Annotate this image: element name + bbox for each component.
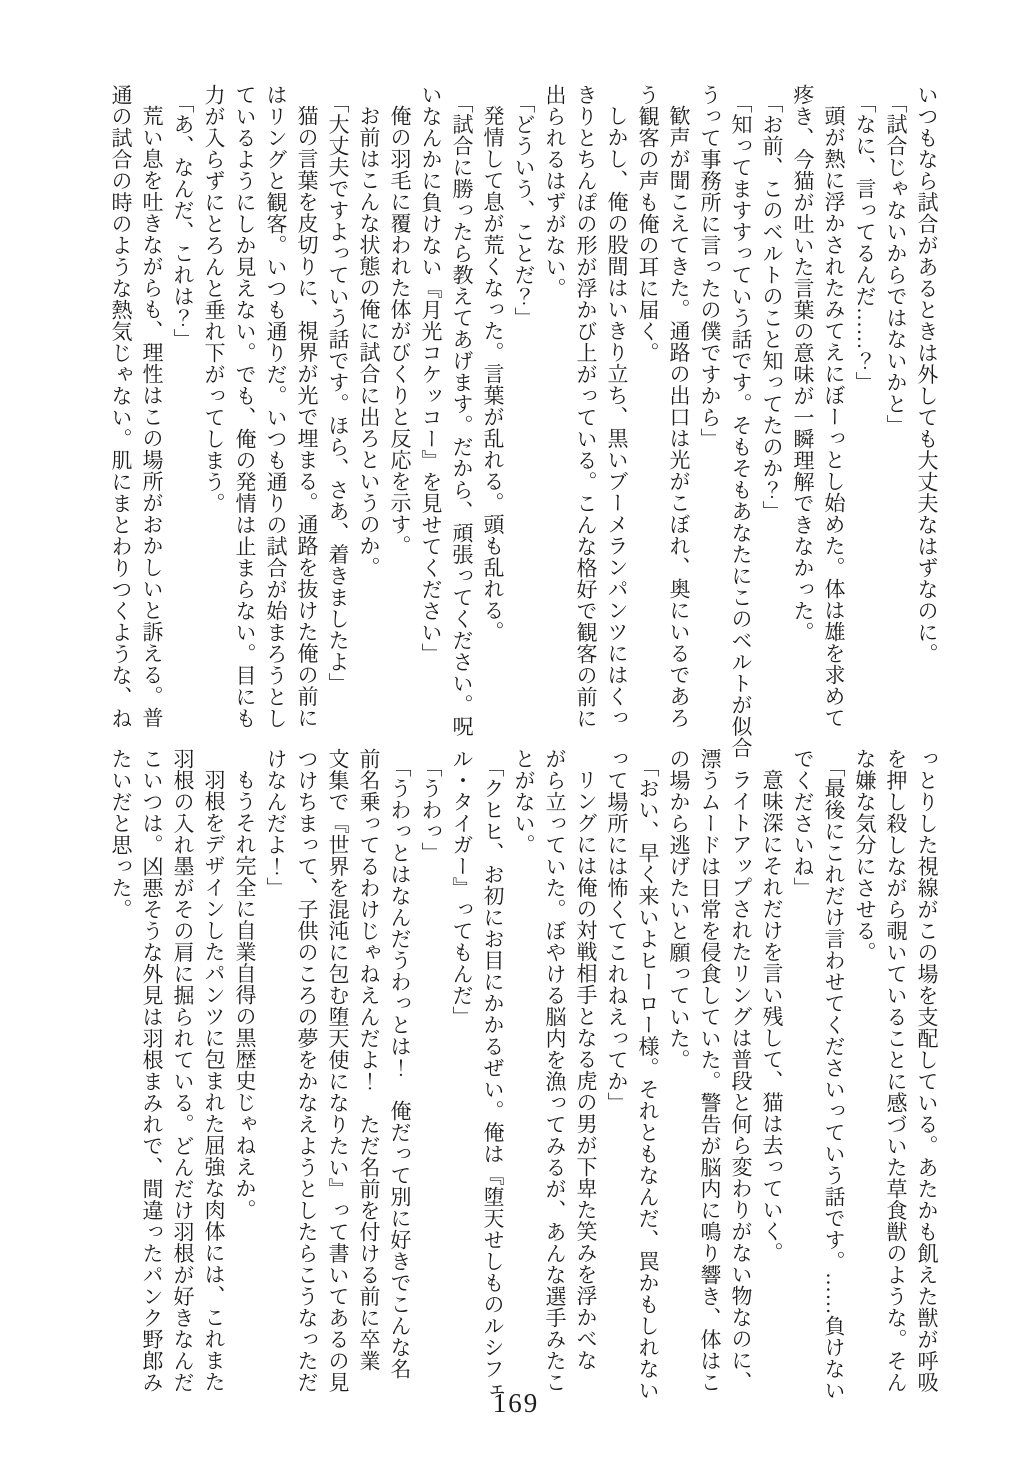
text-column: もうそれ完全に自業自得の黒歴史じゃねえか。 (233, 769, 257, 1221)
text-column: はリングと観客。いつも通りだ。いつも通りの試合が始まろうとし (264, 84, 288, 729)
text-column: 漂うムードは日常を侵食していた。警告が脳内に鳴り響き、体はこ (698, 748, 722, 1393)
text-column: な嫌な気分にさせる。 (853, 748, 877, 963)
text-block-bottom (105, 748, 942, 1402)
text-column: でくださいね」 (791, 748, 815, 899)
text-column: 羽根をデザインしたパンツに包まれた屈強な肉体には、これまた (202, 769, 226, 1393)
text-column: がら立っていた。ぼやける脳内を漁ってみるが、あんな選手みたこ (543, 748, 567, 1393)
text-column: 「どういう、ことだ？」 (512, 92, 536, 329)
text-column: 「クヒヒ、お初にお目にかかるぜい。俺は『堕天せしものルシフェ (481, 756, 505, 1402)
text-column: 羽根の入れ墨がその肩に掘られている。どんだけ羽根が好きなんだ (171, 748, 195, 1393)
text-column: 「おい、早く来いよヒーロー様。それともなんだ、罠かもしれない (636, 756, 660, 1402)
text-column: 「うわっとはなんだうわっとは！ 俺だって別に好きでこんな名 (388, 756, 412, 1380)
text-column: 「お前、このベルトのこと知ってたのか？」 (760, 92, 784, 523)
text-block-top (105, 84, 942, 759)
text-column: ているようにしか見えない。でも、俺の発情は止まらない。目にも (233, 84, 257, 729)
text-column: お前はこんな状態の俺に試合に出ろというのか。 (357, 105, 381, 578)
text-column: 俺の羽毛に覆われた体がびくりと反応を示す。 (388, 105, 412, 557)
text-column: 猫の言葉を皮切りに、視界が光で埋まる。通路を抜けた俺の前に (295, 105, 319, 729)
text-column: 力が入らずにとろんと垂れ下がってしまう。 (202, 84, 226, 514)
text-column: 前名乗ってるわけじゃねえんだよ！ ただ名前を付ける前に卒業 (357, 748, 381, 1372)
text-column: 「なに、言ってるんだ……？」 (853, 92, 877, 394)
text-column: うって事務所に言ったの僕ですから」 (698, 84, 722, 450)
text-column: 通の試合の時のような熱気じゃない。肌にまとわりつくような、ね (109, 84, 133, 729)
text-column: 「あ、なんだ、これは？」 (171, 92, 195, 351)
text-column: 発情して息が荒くなった。言葉が乱れる。頭も乱れる。 (481, 105, 505, 643)
text-column: きりとちんぽの形が浮かび上がっている。こんな格好で観客の前に (574, 84, 598, 729)
text-column: たいだと思った。 (109, 748, 133, 920)
text-column: いなんかに負けない『月光コケッコー』を見せてください」 (419, 84, 443, 665)
text-column: リングには俺の対戦相手となる虎の男が下卑た笑みを浮かべな (574, 769, 598, 1371)
text-column: う観客の声も俺の耳に届く。 (636, 84, 660, 364)
text-column: 意味深にそれだけを言い残して、猫は去っていく。 (760, 769, 784, 1264)
text-column: を押し殺しながら覗いていることに感づいた草食獣のような。そん (884, 748, 908, 1393)
text-column: つけちまって、子供のころの夢をかなえようとしたらこうなっただ (295, 748, 319, 1393)
text-column: 「試合じゃないからではないかと」 (884, 92, 908, 437)
text-column: 「最後にこれだけ言わせてくださいっていう話です。……負けない (822, 756, 846, 1402)
text-column: 「大丈夫ですよっていう話です。ほら、さあ、着きましたよ」 (326, 92, 350, 695)
text-column: って場所には怖くてこれねえってか」 (605, 748, 629, 1114)
text-column: 文集で『世界を混沌に包む堕天使になりたい』って書いてあるの見 (326, 748, 350, 1393)
text-column: 「知ってますすっていう話です。そもそもあなたにこのベルトが似合 (729, 92, 753, 759)
page-number: 169 (492, 1388, 540, 1418)
text-column: いつもなら試合があるときは外しても大丈夫なはずなのに。 (915, 84, 939, 665)
text-column: 疼き、今猫が吐いた言葉の意味が一瞬理解できなかった。 (791, 84, 815, 643)
text-column: 出られるはずがない。 (543, 84, 567, 299)
text-column: 「試合に勝ったら教えてあげます。だから、頑張ってください。呪 (450, 92, 474, 738)
text-column: けなんだよ！」 (264, 748, 288, 899)
text-column: 荒い息を吐きながらも、理性はこの場所がおかしいと訴える。普 (140, 105, 164, 729)
text-column: ライトアップされたリングは普段と何ら変わりがない物なのに、 (729, 769, 753, 1393)
text-column: ル・タイガー』ってもんだ」 (450, 748, 474, 1028)
text-column: しかし、俺の股間はいきり立ち、黒いブーメランパンツにはくっ (605, 105, 629, 729)
text-column: とがない。 (512, 748, 536, 856)
text-column: っとりした視線がこの場を支配している。あたかも飢えた獣が呼吸 (915, 748, 939, 1393)
text-column: の場から逃げたいと願っていた。 (667, 748, 691, 1071)
text-column: 頭が熱に浮かされたみてえにぼーっとし始めた。体は雄を求めて (822, 105, 846, 729)
text-column: 「うわっ」 (419, 756, 443, 864)
text-column: 歓声が聞こえてきた。通路の出口は光がこぼれ、奥にいるであろ (667, 105, 691, 729)
text-column: こいつは。凶悪そうな外見は羽根まみれで、間違ったパンク野郎み (140, 748, 164, 1393)
